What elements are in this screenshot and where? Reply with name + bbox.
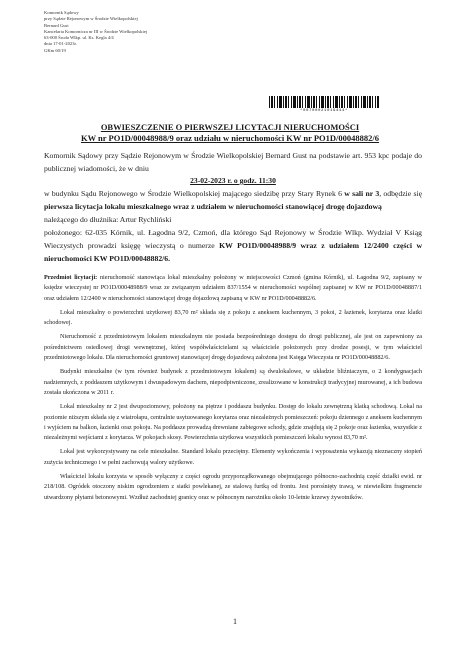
header-line: dnia 17-01-2023r. [44, 41, 77, 47]
land-register-numbers: KW PO1D/00048988/9 wraz z udziałem 12/2400 części w nieruchomości KW PO1D/00048882/6. [44, 241, 422, 263]
subject-text: nieruchomość stanowiąca lokal mieszkalny położony w miejscowości Czmoń (gmina Kórnik), ul. Łagodna 9/2, zapisany w księdze wieczystej nr PO1D/00048988/9 wraz ze związanym udziałem 837/1554 w nieruchomości wspólnej zapisanej w KW nr PO1D/00048887/1 oraz udziałem 12/2400 w nieruchomości stanowiącej drogę dojazdową zapisaną w KW nr PO1D/00048882/6. [44, 274, 422, 302]
property-access-paragraph: Nieruchomość z przedmiotowym lokalem mieszkalnym nie posiada bezpośredniego dostępu do drogi publicznej, ale jest on zapewniony za pośrednictwem osiedlowej drogi wewnętrznej, której współwłaścicielami są właściciele położonych przy drodze posesji, w tym właściciel przedmiotowego lokalu. Dla nieruchomości gruntowej stanowiącej drogę dojazdową założona jest Księga Wieczysta nr PO1D/00048882/6. [44, 333, 422, 362]
subject-paragraph [44, 273, 422, 304]
apartment-layout-paragraph: Lokal mieszkalny nr 2 jest dwupoziomowy, położony na piętrze i poddaszu budynku. Dostęp do lokalu zewnętrzną klatką schodową. Lokal na poziomie niższym składa się z wiatrołapu, centralnie usytuowanego korytarza oraz niezależnych pomieszczeń: pokoju dziennego z aneksem kuchennym i wyjściem na balkon, łazienki oraz pokoju. Na poddasze prowadzą drewniane zabiegowe schody, gdzie znajdują się 2 pokoje oraz łazienka, wszystkie z niezależnymi wejściami z korytarza. W pokojach skosy. Powierzchnia użytkowa wszystkich pomieszczeń lokalu wynosi 83,70 m². [44, 403, 422, 442]
document-body [44, 149, 422, 503]
header-line: Kancelaria Komornicza nr III w Środzie Wielkopolskiej [44, 28, 148, 34]
intro-text: Komornik Sądowy przy Sądzie Rejonowym w Środzie Wielkopolskiej Bernard Gust na podstawie art. 953 kpc podaje do publicznej wiadomości, że w dniu [44, 151, 422, 173]
venue-room: w sali nr 3 [344, 189, 380, 198]
location-text: położonego: 62-035 Kórnik, ul. Łagodna 9/2, Czmoń, dla którego Sąd Rejonowy w Środzie Wlkp. Wydział V Ksiąg Wieczystych prowadzi księgę wieczystą o numerze [44, 228, 422, 250]
auction-date: 23-02-2023 r. o godz. 11:30 [190, 176, 276, 185]
header-line: przy Sądzie Rejonowym w Środzie Wielkopolskiej [44, 16, 138, 22]
apartment-paragraph: Lokal mieszkalny o powierzchni użytkowej 83,70 m² składa się z pokoju z aneksem kuchennym, 3 pokoi, 2 łazienek, korytarza oraz klatki schodowej. [44, 308, 422, 327]
title-line-1: OBWIESZCZENIE O PIERWSZEJ LICYTACJI NIERUCHOMOŚCI [100, 122, 360, 132]
garden-paragraph: Właściciel lokalu korzysta w sposób wyłączny z części ogrodu przyporządkowanego obejmującego północno-zachodnią część działki ewid. nr 218/108. Ogródek otoczony niskim ogrodzeniem z siatki powlekanej, ze stalową furtką od frontu. Jest porośnięty trawą, w niewielkim fragmencie utwardzony płytami betonowymi. Wzdłuż zachodniej granicy oraz w północnym narożniku około 10-letnie krzewy żywotników. [44, 473, 422, 501]
venue-mid: , odbędzie się [379, 189, 422, 198]
venue-text: w budynku Sądu Rejonowego w Środzie Wielkopolskiej mającego siedzibę przy Stary Rynek 6 [44, 189, 345, 198]
barcode-bars [269, 96, 379, 108]
bailiff-header [44, 10, 274, 54]
barcode-number: *00700021019444* [299, 109, 348, 113]
document-title [50, 122, 410, 144]
header-line: 63-000 Środa Wlkp. ul. Ks. Kegla 4/4 [44, 35, 114, 41]
header-line: Bernard Gust [44, 22, 69, 28]
page-number: 1 [233, 617, 237, 626]
venue-paragraph [44, 187, 422, 213]
document-barcode [269, 96, 379, 114]
location-paragraph [44, 226, 422, 265]
subject-label: Przedmiot licytacji: [44, 274, 98, 281]
debtor-line: należącego do dłużnika: Artur Rychliński [44, 215, 172, 224]
standard-paragraph: Lokal jest wykorzystywany na cele mieszkalne. Standard lokalu przeciętny. Elementy wykończenia i wyposażenia wykazują nieznaczny stopień zużycia technicznego i w pełni zachowują walory użytkowe. [44, 448, 422, 466]
intro-paragraph [44, 149, 422, 175]
header-line: GKm 60/19 [44, 47, 66, 53]
title-line-2: KW nr PO1D/00048988/9 oraz udziału w nieruchomości KW nr PO1D/00048882/6 [80, 133, 380, 143]
auction-subject: pierwsza licytacja lokalu mieszkalnego wraz z udziałem w nieruchomości stanowiącej drogę dojazdową [44, 202, 382, 211]
buildings-paragraph: Budynki mieszkalne (w tym również budynek z przedmiotowym lokalem) są dwulokalowe, w układzie bliźniaczym, o 2 kondygnacjach nadziemnych, z poddaszem użytkowym i dwuspadowym dachem, niepodpiwniczone, zrealizowane w konstrukcji tradycyjnej murowanej, a ich budowa została ukończona w 2011 r. [44, 368, 422, 396]
header-line: Komornik Sądowy [44, 10, 79, 15]
